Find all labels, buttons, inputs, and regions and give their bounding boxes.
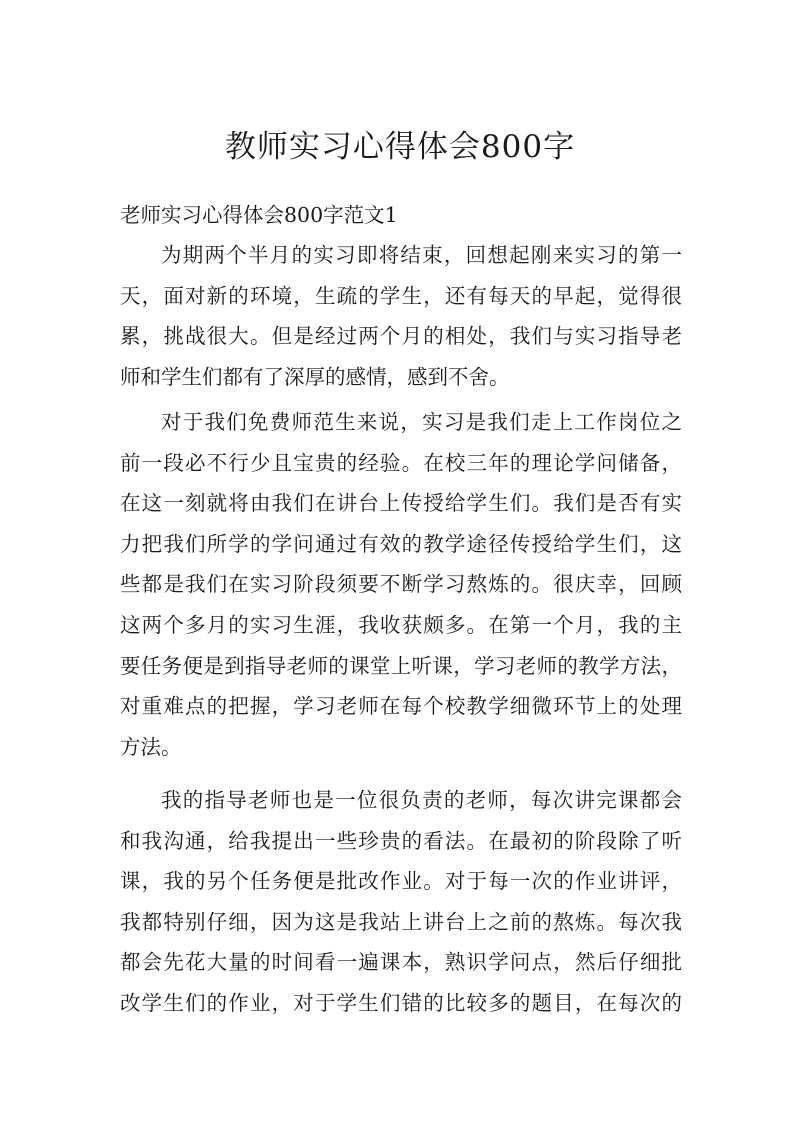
paragraph-line: 要任务便是到指导老师的课堂上听课，学习老师的教学方法， xyxy=(120,653,682,678)
paragraph-line: 力把我们所学的学问通过有效的教学途径传授给学生们，这 xyxy=(120,531,682,556)
paragraph-line: 我的指导老师也是一位很负责的老师，每次讲完课都会 xyxy=(161,788,682,812)
paragraph-2 xyxy=(120,402,682,767)
paragraph-line: 课，我的另个任务便是批改作业。对于每一次的作业讲评， xyxy=(120,869,682,894)
paragraph-line: 为期两个半月的实习即将结束，回想起刚来实习的第一 xyxy=(161,243,682,267)
paragraph-line: 前一段必不行少且宝贵的经验。在校三年的理论学问储备， xyxy=(120,450,682,475)
paragraph-line: 对于我们免费师范生来说，实习是我们走上工作岗位之 xyxy=(161,410,682,434)
paragraph-line: 改学生们的作业，对于学生们错的比较多的题目，在每次的 xyxy=(120,990,682,1015)
paragraph-line: 和我沟通，给我提出一些珍贵的看法。在最初的阶段除了听 xyxy=(120,828,682,853)
paragraph-3 xyxy=(120,780,682,1024)
section-heading: 老师实习心得体会800字范文1 xyxy=(120,203,398,227)
paragraph-line: 这两个多月的实习生涯，我收获颇多。在第一个月，我的主 xyxy=(120,612,682,637)
paragraph-1 xyxy=(120,235,682,397)
paragraph-line: 我都特别仔细，因为这是我站上讲台上之前的熬炼。每次我 xyxy=(120,909,682,934)
paragraph-line: 在这一刻就将由我们在讲台上传授给学生们。我们是否有实 xyxy=(120,491,682,516)
paragraph-line: 累，挑战很大。但是经过两个月的相处，我们与实习指导老 xyxy=(120,324,682,349)
paragraph-line: 方法。 xyxy=(120,734,182,759)
paragraph-line: 都会先花大量的时间看一遍课本，熟识学问点，然后仔细批 xyxy=(120,950,682,975)
paragraph-line: 些都是我们在实习阶段须要不断学习熬炼的。很庆幸，回顾 xyxy=(120,572,682,597)
paragraph-line: 师和学生们都有了深厚的感情，感到不舍。 xyxy=(120,364,510,389)
document-title: 教师实习心得体会800字 xyxy=(224,129,576,165)
paragraph-line: 天，面对新的环境，生疏的学生，还有每天的早起，觉得很 xyxy=(120,283,682,308)
paragraph-line: 对重难点的把握，学习老师在每个校教学细微环节上的处理 xyxy=(120,694,682,719)
